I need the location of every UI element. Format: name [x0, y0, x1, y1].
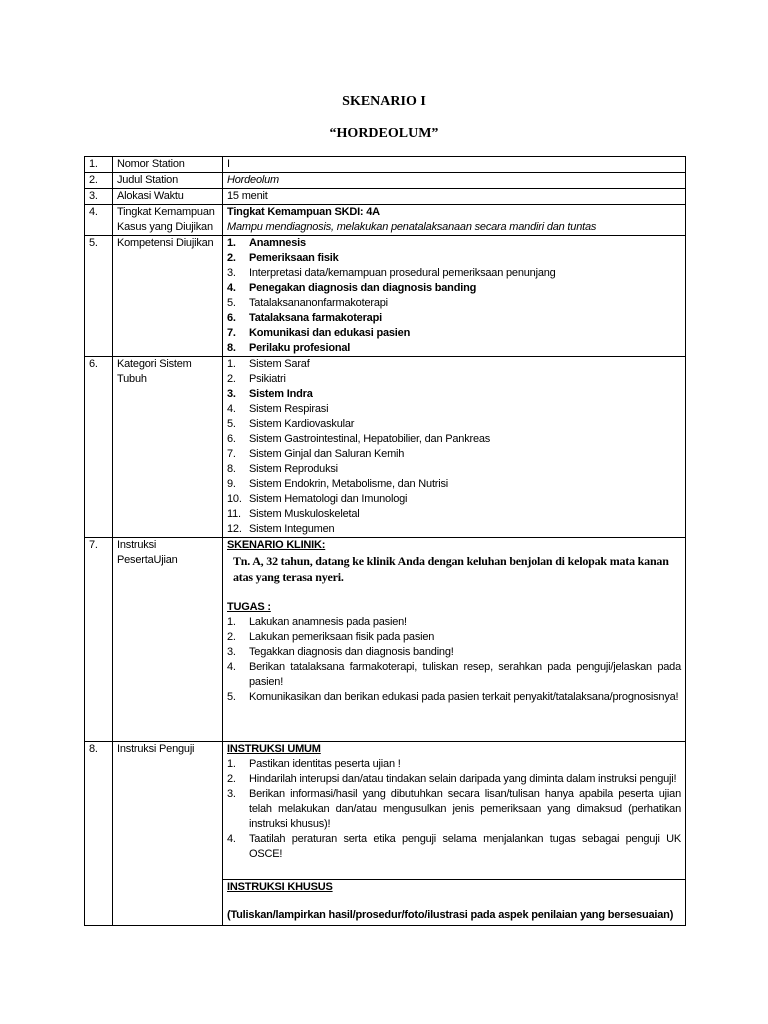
- list-item-text: Sistem Ginjal dan Saluran Kemih: [249, 448, 405, 460]
- row-label: Instruksi Penguji: [113, 742, 223, 926]
- document-subtitle: “HORDEOLUM”: [329, 126, 439, 141]
- list-item-number: 1.: [227, 358, 236, 370]
- row-number: 4.: [85, 205, 113, 236]
- skdi-level: Tingkat Kemampuan SKDI: 4A: [227, 206, 380, 218]
- list-item-text: Sistem Integumen: [249, 523, 335, 535]
- list-item-text: Tatalaksana farmakoterapi: [249, 312, 382, 324]
- body-system-item: [227, 357, 681, 372]
- task-item: [227, 630, 681, 645]
- list-item-number: 4.: [227, 282, 236, 294]
- competency-list-cell: [223, 236, 686, 357]
- time-allocation-value: 15 menit: [223, 189, 686, 205]
- row-number: 2.: [85, 173, 113, 189]
- list-item-text: Lakukan anamnesis pada pasien!: [249, 616, 407, 628]
- list-item-number: 6.: [227, 312, 236, 324]
- body-system-list: [227, 357, 681, 537]
- competency-item: [227, 311, 681, 326]
- list-item-number: 6.: [227, 433, 236, 445]
- document-title: SKENARIO I: [342, 94, 426, 109]
- special-instruction-note: (Tuliskan/lampirkan hasil/prosedur/foto/ilustrasi pada aspek penilaian yang bersesuaian): [227, 909, 674, 921]
- competency-level-cell: [223, 205, 686, 236]
- competency-item: [227, 296, 681, 311]
- row-label: Kompetensi Diujikan: [113, 236, 223, 357]
- row-label: Instruksi PesertaUjian: [113, 538, 223, 742]
- station-number-value: I: [223, 157, 686, 173]
- list-item-number: 12.: [227, 523, 242, 535]
- list-item-text: Sistem Respirasi: [249, 403, 329, 415]
- list-item-number: 7.: [227, 327, 236, 339]
- body-system-item: [227, 417, 681, 432]
- station-title-value: Hordeolum: [223, 173, 686, 189]
- list-item-text: Sistem Endokrin, Metabolisme, dan Nutrisi: [249, 478, 449, 490]
- list-item-number: 8.: [227, 463, 236, 475]
- list-item-number: 10.: [227, 493, 242, 505]
- list-item-text: Berikan informasi/hasil yang dibutuhkan secara lisan/tulisan hanya apabila peserta ujian telah melakukan dan/atau mengusulkan jenis pemeriksaan yang dimaksud (perhatikan instruksi khusus)!: [249, 788, 681, 830]
- body-system-item: [227, 492, 681, 507]
- list-item-number: 11.: [227, 508, 241, 520]
- row-label: Kategori Sistem Tubuh: [113, 357, 223, 538]
- list-item-number: 5.: [227, 418, 236, 430]
- list-item-text: Komunikasi dan edukasi pasien: [249, 327, 411, 339]
- skdi-description: Mampu mendiagnosis, melakukan penatalaksanaan secara mandiri dan tuntas: [227, 221, 597, 233]
- list-item-number: 2.: [227, 773, 236, 785]
- clinical-scenario-heading: SKENARIO KLINIK:: [227, 539, 326, 551]
- task-list: [227, 615, 681, 705]
- competency-item: [227, 326, 681, 341]
- competency-item: [227, 281, 681, 296]
- body-system-item: [227, 477, 681, 492]
- examiner-instruction-cell: [223, 742, 686, 926]
- row-label: Judul Station: [113, 173, 223, 189]
- general-instruction-heading: INSTRUKSI UMUM: [227, 743, 321, 755]
- list-item-text: Berikan tatalaksana farmakoterapi, tuliskan resep, serahkan pada penguji/jelaskan pada pasien!: [249, 661, 681, 688]
- competency-item: [227, 236, 681, 251]
- list-item-number: 8.: [227, 342, 236, 354]
- list-item-text: Sistem Muskuloskeletal: [249, 508, 360, 520]
- list-item-number: 4.: [227, 661, 236, 673]
- list-item-number: 3.: [227, 788, 236, 800]
- list-item-text: Sistem Gastrointestinal, Hepatobilier, dan Pankreas: [249, 433, 491, 445]
- table-row: [85, 157, 686, 173]
- body-system-item: [227, 402, 681, 417]
- body-system-item: [227, 507, 681, 522]
- table-row: [85, 205, 686, 236]
- list-item-text: Sistem Kardiovaskular: [249, 418, 355, 430]
- body-system-item: [227, 387, 681, 402]
- row-number: 8.: [85, 742, 113, 926]
- task-item: [227, 690, 681, 705]
- list-item-number: 3.: [227, 646, 236, 658]
- competency-item: [227, 266, 681, 281]
- table-row: [85, 742, 686, 926]
- clinical-scenario-text: Tn. A, 32 tahun, datang ke klinik Anda dengan keluhan benjolan di kelopak mata kanan atas yang terasa nyeri.: [233, 554, 669, 584]
- task-item: [227, 615, 681, 630]
- body-system-item: [227, 432, 681, 447]
- list-item-number: 1.: [227, 758, 236, 770]
- body-system-item: [227, 522, 681, 537]
- list-item-number: 2.: [227, 373, 236, 385]
- general-instruction-item: [227, 787, 681, 832]
- list-item-number: 9.: [227, 478, 236, 490]
- participant-instruction-cell: [223, 538, 686, 742]
- list-item-number: 4.: [227, 403, 236, 415]
- list-item-text: Komunikasikan dan berikan edukasi pada pasien terkait penyakit/tatalaksana/prognosisnya!: [249, 691, 679, 703]
- table-row: [85, 173, 686, 189]
- list-item-text: Hindarilah interupsi dan/atau tindakan selain daripada yang diminta dalam instruksi penguji!: [249, 773, 677, 785]
- list-item-text: Sistem Indra: [249, 388, 313, 400]
- list-item-text: Tegakkan diagnosis dan diagnosis banding!: [249, 646, 454, 658]
- general-instruction-item: [227, 772, 681, 787]
- row-number: 1.: [85, 157, 113, 173]
- list-item-text: Sistem Saraf: [249, 358, 310, 370]
- table-row: [85, 538, 686, 742]
- list-item-text: Tatalaksananonfarmakoterapi: [249, 297, 388, 309]
- list-item-number: 4.: [227, 833, 236, 845]
- general-instruction-item: [227, 832, 681, 862]
- list-item-number: 3.: [227, 388, 236, 400]
- list-item-text: Sistem Reproduksi: [249, 463, 338, 475]
- list-item-text: Anamnesis: [249, 237, 306, 249]
- row-number: 3.: [85, 189, 113, 205]
- list-item-text: Perilaku profesional: [249, 342, 351, 354]
- list-item-number: 1.: [227, 616, 236, 628]
- row-label: Tingkat Kemampuan Kasus yang Diujikan: [113, 205, 223, 236]
- list-item-text: Pemeriksaan fisik: [249, 252, 339, 264]
- list-item-number: 5.: [227, 691, 236, 703]
- task-item: [227, 645, 681, 660]
- competency-item: [227, 251, 681, 266]
- list-item-text: Taatilah peraturan serta etika penguji selama menjalankan tugas sebagai penguji UK OSCE!: [249, 833, 681, 860]
- list-item-number: 1.: [227, 237, 236, 249]
- row-number: 7.: [85, 538, 113, 742]
- body-system-item: [227, 447, 681, 462]
- table-row: [85, 189, 686, 205]
- list-item-text: Sistem Hematologi dan Imunologi: [249, 493, 408, 505]
- row-number: 5.: [85, 236, 113, 357]
- special-instruction-heading: INSTRUKSI KHUSUS: [227, 881, 333, 893]
- task-item: [227, 660, 681, 690]
- row-number: 6.: [85, 357, 113, 538]
- list-item-text: Penegakan diagnosis dan diagnosis banding: [249, 282, 477, 294]
- general-instruction-list: [227, 757, 681, 862]
- body-system-cell: [223, 357, 686, 538]
- station-table: [84, 156, 686, 926]
- list-item-number: 7.: [227, 448, 236, 460]
- list-item-number: 5.: [227, 297, 236, 309]
- table-row: [85, 357, 686, 538]
- task-heading: TUGAS :: [227, 601, 271, 613]
- list-item-text: Lakukan pemeriksaan fisik pada pasien: [249, 631, 435, 643]
- body-system-item: [227, 462, 681, 477]
- list-item-text: Interpretasi data/kemampuan prosedural pemeriksaan penunjang: [249, 267, 556, 279]
- list-item-number: 2.: [227, 252, 236, 264]
- competency-item: [227, 341, 681, 356]
- body-system-item: [227, 372, 681, 387]
- list-item-text: Psikiatri: [249, 373, 286, 385]
- row-label: Nomor Station: [113, 157, 223, 173]
- table-row: [85, 236, 686, 357]
- general-instruction-item: [227, 757, 681, 772]
- list-item-number: 3.: [227, 267, 236, 279]
- competency-list: [227, 236, 681, 356]
- list-item-text: Pastikan identitas peserta ujian !: [249, 758, 401, 770]
- row-label: Alokasi Waktu: [113, 189, 223, 205]
- list-item-number: 2.: [227, 631, 236, 643]
